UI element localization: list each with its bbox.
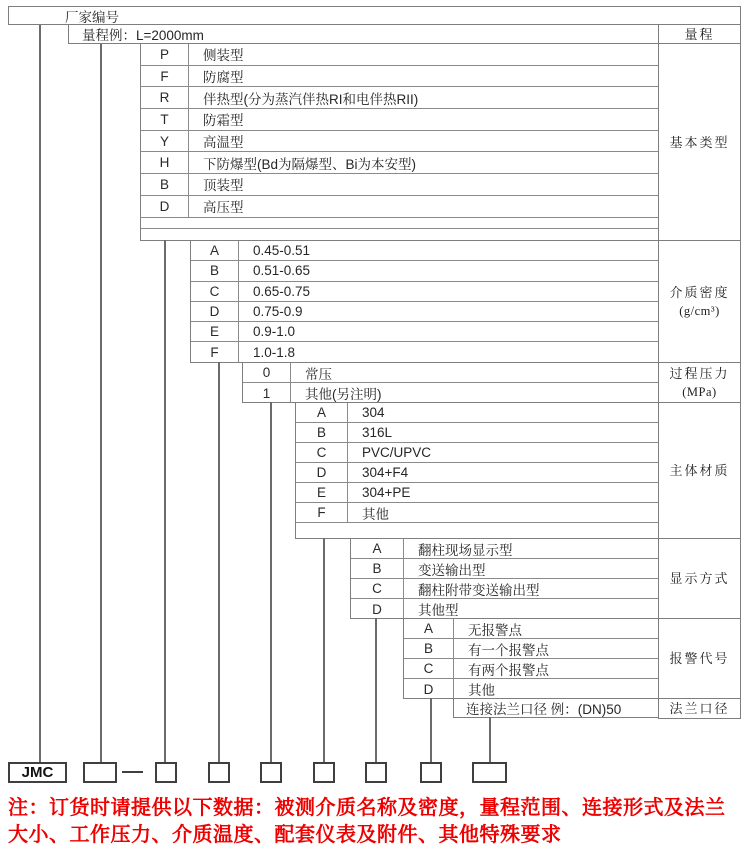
option-row	[141, 131, 658, 153]
option-description: 翻柱附带变送输出型	[418, 582, 540, 598]
connector-line	[270, 402, 272, 762]
ordering-note	[8, 795, 750, 845]
option-description: 0.51-0.65	[253, 263, 311, 279]
option-code: D	[404, 679, 454, 699]
option-row	[191, 322, 658, 342]
option-description: 0.9-1.0	[253, 324, 296, 340]
connector-line	[430, 698, 432, 762]
option-code: B	[296, 423, 348, 442]
manufacturer-row	[8, 6, 741, 25]
option-row	[141, 109, 658, 131]
option-code: D	[296, 463, 348, 482]
option-block-alarm-code	[403, 618, 659, 699]
option-row	[191, 342, 658, 362]
option-code: A	[404, 619, 454, 638]
option-description: 下防爆型(Bd为隔爆型、Bi为本安型)	[203, 156, 417, 172]
option-row	[404, 679, 658, 699]
option-description: 高压型	[203, 200, 244, 216]
option-description: 有两个报警点	[468, 662, 549, 678]
option-row	[243, 363, 658, 383]
option-block-medium-density	[190, 240, 659, 363]
option-description: 无报警点	[468, 622, 522, 638]
option-code: R	[141, 87, 189, 108]
connector-line	[375, 618, 377, 762]
option-block-process-pressure	[242, 362, 659, 403]
option-code: B	[404, 639, 454, 658]
category-cell	[658, 538, 741, 619]
option-row	[141, 44, 658, 66]
option-row	[404, 639, 658, 659]
option-row	[296, 483, 658, 503]
option-code: F	[296, 503, 348, 522]
option-description: 0.45-0.51	[253, 243, 311, 259]
option-code: A	[351, 539, 404, 558]
option-description: 0.65-0.75	[253, 283, 311, 299]
option-row	[191, 282, 658, 302]
option-row	[296, 503, 658, 523]
option-description: 有一个报警点	[468, 642, 549, 658]
option-code: 1	[243, 383, 291, 403]
option-block-basic-type	[140, 43, 659, 241]
option-description: 常压	[305, 366, 332, 382]
option-code: B	[191, 261, 239, 280]
empty-row	[141, 218, 658, 229]
option-description: 伴热型(分为蒸汽伴热RI和电伴热RII)	[203, 91, 419, 107]
option-code: T	[141, 109, 189, 130]
option-code: C	[296, 443, 348, 462]
category-cell	[658, 698, 741, 719]
option-code: D	[351, 599, 404, 619]
connector-line	[39, 25, 41, 762]
option-code: A	[191, 241, 239, 260]
ordering-note-line1: 注：订货时请提供以下数据：被测介质名称及密度，量程范围、连接形式及法兰	[8, 797, 726, 819]
option-description: 1.0-1.8	[253, 345, 296, 361]
option-row	[351, 579, 658, 599]
option-row	[351, 559, 658, 579]
option-description: 304+PE	[362, 485, 411, 500]
category-label: 量程	[684, 27, 715, 42]
option-row	[141, 196, 658, 218]
range-row	[68, 24, 659, 44]
connector-line	[164, 240, 166, 762]
option-row	[296, 423, 658, 443]
option-row	[404, 659, 658, 679]
category-label: 过程压力	[669, 365, 730, 381]
code-box-8	[472, 762, 507, 783]
code-separator-dash	[122, 771, 143, 773]
option-description: 高温型	[203, 135, 244, 151]
code-box-4	[260, 762, 282, 783]
option-description: 304	[362, 405, 385, 420]
option-row	[296, 463, 658, 483]
model-prefix-box	[8, 762, 67, 783]
option-row	[404, 619, 658, 639]
option-description: 翻柱现场显示型	[418, 542, 513, 558]
option-row	[141, 174, 658, 196]
option-code: A	[296, 403, 348, 422]
connector-line	[100, 44, 102, 762]
category-label: (g/cm³)	[679, 303, 720, 318]
option-code: F	[191, 342, 239, 362]
option-code: B	[141, 174, 189, 195]
code-box-2	[155, 762, 177, 783]
option-description: 其他	[468, 683, 495, 698]
code-box-1	[83, 762, 117, 783]
category-label: 法兰口径	[669, 701, 730, 716]
category-label: 显示方式	[669, 571, 730, 586]
option-row	[191, 302, 658, 322]
option-code: 0	[243, 363, 291, 382]
category-label: (MPa)	[682, 384, 717, 399]
option-description: 侧装型	[203, 48, 244, 64]
category-cell	[658, 618, 741, 699]
option-code: C	[191, 282, 239, 301]
option-description: 0.75-0.9	[253, 304, 303, 320]
model-prefix-label: JMC	[21, 764, 54, 781]
option-row	[296, 443, 658, 463]
option-block-body-material	[295, 402, 659, 539]
option-block-display-mode	[350, 538, 659, 619]
option-description: PVC/UPVC	[362, 445, 432, 460]
category-cell	[658, 43, 741, 241]
option-row	[141, 152, 658, 174]
option-code: E	[191, 322, 239, 341]
option-row	[351, 599, 658, 619]
category-label: 报警代号	[669, 651, 730, 666]
option-code: H	[141, 152, 189, 173]
option-row	[296, 403, 658, 423]
option-description: 防霜型	[203, 113, 244, 129]
option-row	[141, 66, 658, 88]
option-code: C	[404, 659, 454, 678]
option-row	[351, 539, 658, 559]
flange-row	[453, 698, 659, 718]
code-box-3	[208, 762, 230, 783]
ordering-note-line2: 大小、工作压力、介质温度、配套仪表及附件、其他特殊要求	[8, 824, 562, 845]
option-code: B	[351, 559, 404, 578]
category-cell	[658, 240, 741, 363]
connector-line	[218, 362, 220, 762]
empty-row	[141, 229, 658, 240]
category-label: 主体材质	[669, 463, 730, 478]
category-label: 介质密度	[669, 284, 730, 300]
option-description: 变送输出型	[418, 562, 486, 578]
option-description: 304+F4	[362, 465, 409, 480]
option-row	[191, 241, 658, 261]
option-description: 防腐型	[203, 70, 244, 86]
option-code: D	[191, 302, 239, 321]
option-code: F	[141, 66, 189, 87]
option-description: 其他(另注明)	[305, 387, 382, 402]
option-code: Y	[141, 131, 189, 152]
option-code: P	[141, 44, 189, 65]
flange-size-label: 连接法兰口径 例：(DN)50	[466, 702, 622, 717]
option-code: E	[296, 483, 348, 502]
option-code: D	[141, 196, 189, 217]
option-description: 其他	[362, 506, 389, 522]
category-cell	[658, 24, 741, 45]
option-row	[191, 261, 658, 281]
option-description: 316L	[362, 425, 393, 440]
range-example-label: 量程例：L=2000mm	[82, 28, 204, 43]
code-box-5	[313, 762, 335, 783]
empty-row	[296, 523, 658, 539]
manufacturer-label: 厂家编号	[65, 9, 119, 25]
code-box-7	[420, 762, 442, 783]
connector-line	[323, 538, 325, 762]
connector-line	[489, 717, 491, 762]
option-code: C	[351, 579, 404, 598]
option-description: 顶装型	[203, 178, 244, 194]
option-row	[141, 87, 658, 109]
option-description: 其他型	[418, 603, 459, 618]
option-row	[243, 383, 658, 403]
category-cell	[658, 362, 741, 403]
category-cell	[658, 402, 741, 539]
category-label: 基本类型	[669, 134, 730, 150]
code-box-6	[365, 762, 387, 783]
